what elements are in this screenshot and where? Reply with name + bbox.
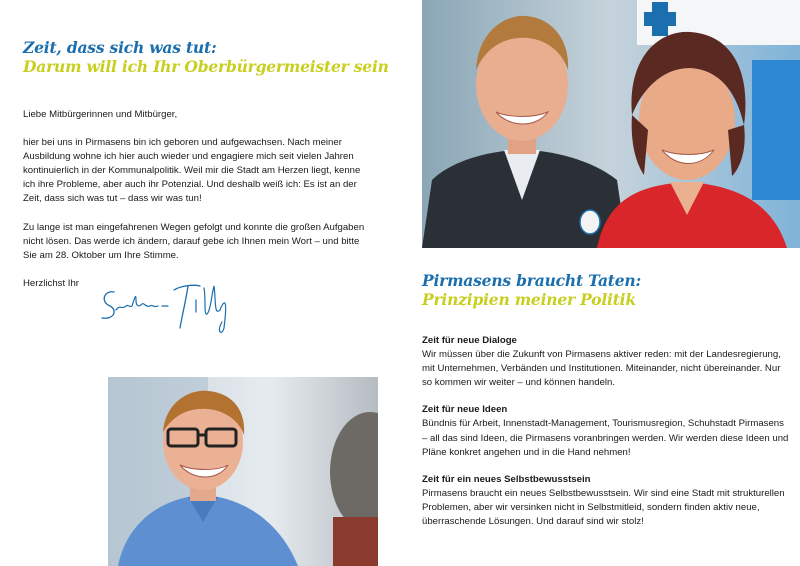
principle-text: Pirmasens braucht ein neues Selbstbewusstsein. Wir sind eine Stadt mit strukturellen Problemen, aber wir versinken nicht in Selbstmitleid, sondern finden aktiv neue, überraschende Lösungen. Und darauf sind wir stolz!	[422, 487, 785, 528]
letter-salutation: Liebe Mitbürgerinnen und Mitbürger,	[23, 109, 178, 120]
left-headline-line1: Zeit, dass sich was tut:	[23, 38, 217, 57]
principle-item	[422, 334, 790, 390]
left-headline	[23, 38, 393, 76]
principle-title: Zeit für neue Ideen	[422, 404, 508, 416]
principle-item	[422, 403, 790, 459]
candidate-photo	[108, 377, 378, 566]
right-headline-line1: Pirmasens braucht Taten:	[422, 271, 642, 290]
letter-paragraph-2: Zu lange ist man eingefahrenen Wegen gefolgt und konnte die großen Aufgaben nicht lösen. Das werde ich ändern, darauf gebe ich Ihnen mein Wort – und bitte Sie am 28. Oktober um Ihre Stimme.	[23, 221, 365, 261]
signature	[96, 270, 236, 340]
principle-item	[422, 473, 790, 529]
left-headline-line2: Darum will ich Ihr Oberbürgermeister sein	[23, 57, 389, 76]
right-headline	[422, 271, 792, 309]
letter-paragraph-1: hier bei uns in Pirmasens bin ich geboren und aufgewachsen. Nach meiner Ausbildung wohne ich hier auch wieder und engagiere mich seit vielen Jahren kontinuierlich in der Kommunalpolitik. Weil mir die Stadt am Herzen liegt, kenne ich ihre Probleme, aber auch ihr Potenzial. Und deshalb weiß ich: Es ist an der Zeit, dass sich was tut – dass wir was tun!	[23, 137, 361, 205]
principle-text: Bündnis für Arbeit, Innenstadt-Management, Tourismusregion, Schuhstadt Pirmasens – all das sind Ideen, die Pirmasens voranbringen werden. Wir werden diese Ideen und Pläne konkret angehen und in die Hand nehmen!	[422, 418, 789, 458]
principle-title: Zeit für ein neues Selbstbewusstsein	[422, 473, 591, 485]
principle-text: Wir müssen über die Zukunft von Pirmasens aktiver reden: mit der Landesregierung, mit Unternehmen, Verbänden und Institutionen. Miteinander, nicht übereinander. Nur so kommen wir weiter – und können handeln.	[422, 349, 781, 389]
right-headline-line2: Prinzipien meiner Politik	[422, 290, 636, 309]
principles-list	[422, 334, 790, 542]
letter-closing: Herzlichst Ihr	[23, 277, 79, 289]
campaign-photo	[422, 0, 800, 248]
principle-title: Zeit für neue Dialoge	[422, 335, 517, 346]
